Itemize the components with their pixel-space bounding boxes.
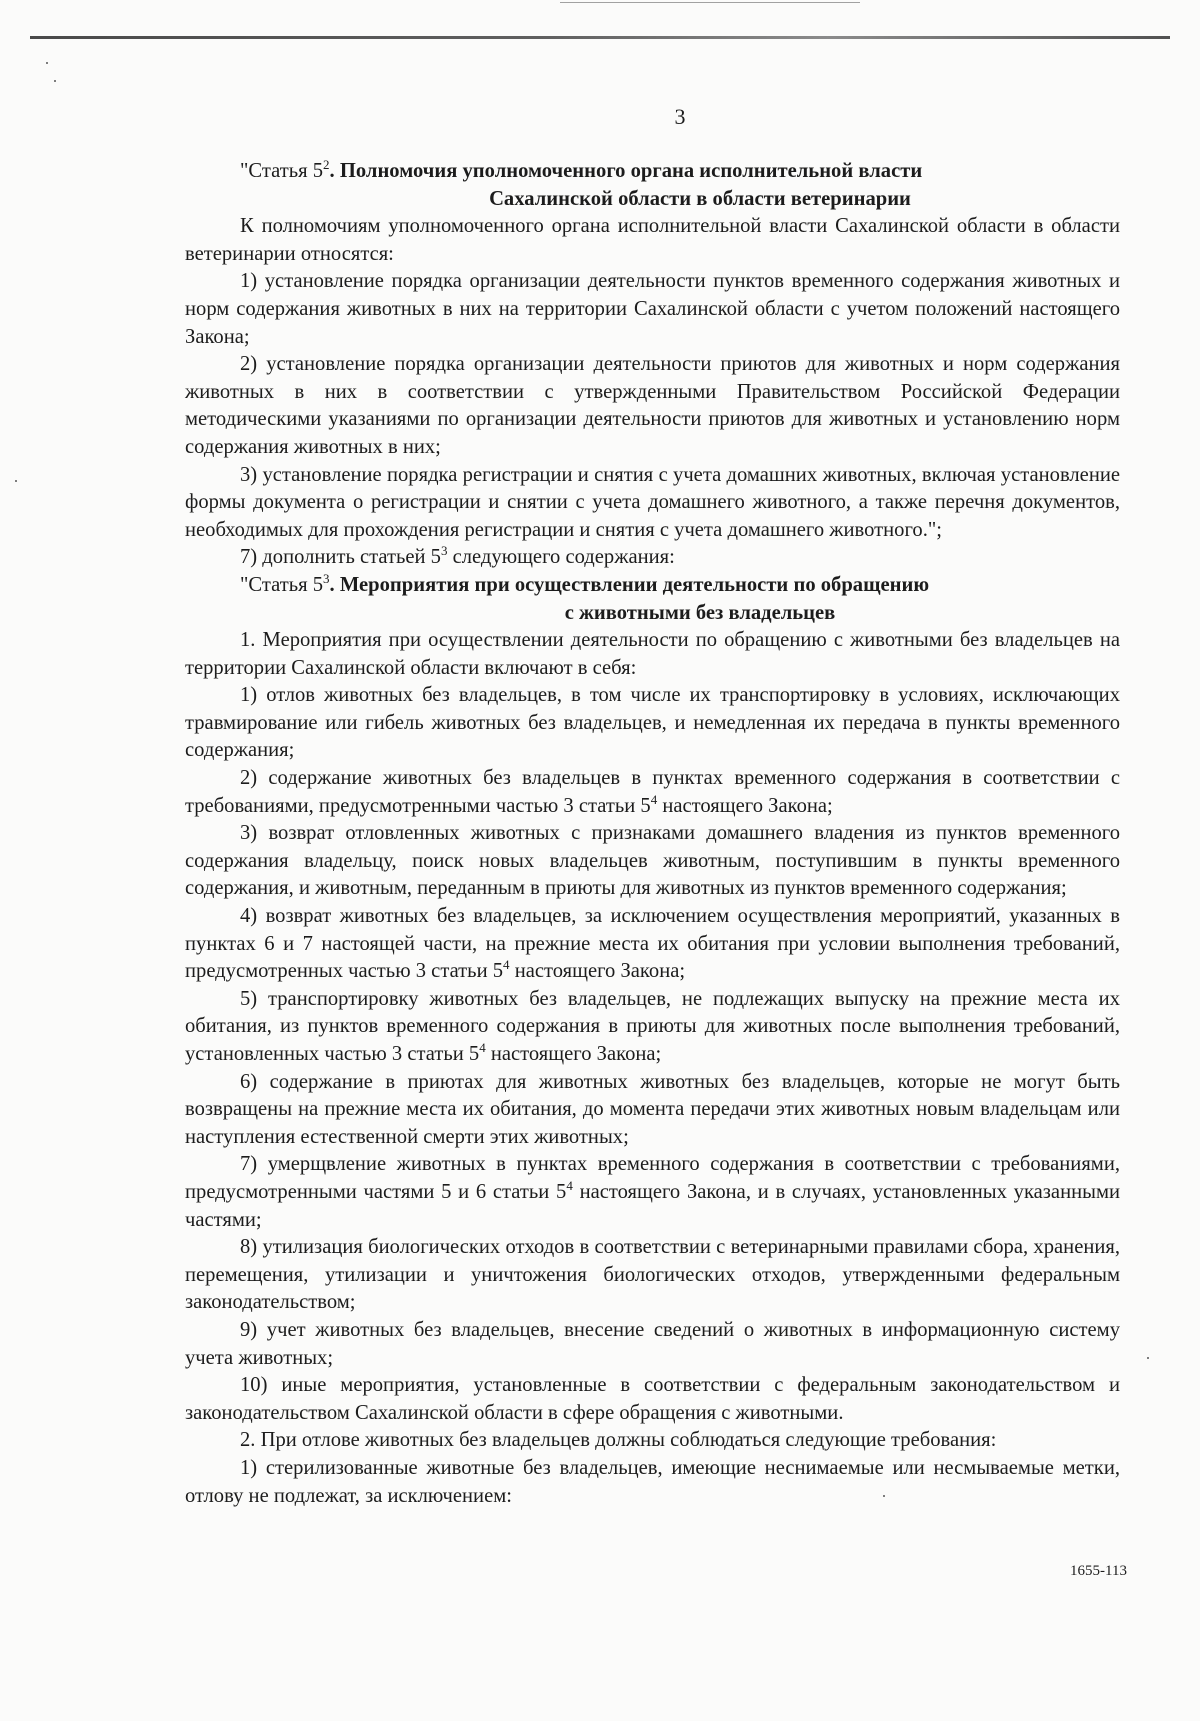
item-text: 2) содержание животных без владельцев в пунктах временного содержания в соответствии с требованиями, предусмотренными частью 3 статьи 5 (185, 767, 1120, 817)
article-5-3-title-line2: с животными без владельцев (564, 601, 836, 624)
article-5-2-item-3: 3) установление порядка регистрации и снятия с учета домашних животных, включая установление формы документа о регистрации и снятии с учета домашнего животного, а также перечня документов, необходимых для прохождения регистрации и снятия с учета домашнего животного."; (185, 463, 1120, 541)
amendment-7-text-end: следующего содержания: (447, 546, 675, 569)
article-5-3-item-1: 1) отлов животных без владельцев, в том числе их транспортировку в условиях, исключающих травмирование или гибель животных без владельцев, и немедленная их передача в пункты временного содержания; (185, 684, 1120, 762)
article-5-3-item-9: 9) учет животных без владельцев, внесение сведений о животных в информационную систему учета животных; (185, 1318, 1120, 1369)
article-5-2-label: "Статья 5 (240, 160, 324, 182)
superscript: 4 (650, 791, 658, 807)
item-text-end: настоящего Закона; (509, 960, 686, 983)
item-text-end: настоящего Закона, и в случаях, установленных указанными частями; (185, 1180, 1120, 1231)
article-5-2-title: . Полномочия уполномоченного органа исполнительной власти (329, 160, 923, 182)
article-5-3-heading (185, 572, 1120, 600)
superscript: 4 (503, 957, 510, 973)
article-5-3-item-3: 3) возврат отловленных животных с признаками домашнего владения из пунктов временного содержания владельцу, поиск новых владельцев животным, поступившим в пункты временного содержания, и животным, переданным в приюты для животных из пунктов временного содержания; (185, 822, 1120, 900)
article-5-3-title: . Мероприятия при осуществлении деятельности по обращению (329, 573, 930, 596)
article-5-2-item-2: 2) установление порядка организации деятельности приютов для животных и норм содержания животных в них в соответствии с утвержденными Правительством Российской Федерации методическими указаниями по организации деятельности приютов для животных и установлению норм содержания животных в них; (185, 353, 1120, 458)
article-5-2-intro: К полномочиям уполномоченного органа исполнительной власти Сахалинской области в области ветеринарии относятся: (185, 215, 1120, 265)
article-5-2-heading (185, 158, 1120, 186)
amendment-7-text: 7) дополнить статьей 5 (240, 546, 441, 569)
document-body (185, 158, 1120, 1510)
article-5-3-item-2 (185, 765, 1120, 820)
superscript: 3 (323, 571, 330, 587)
article-5-3-item-7 (185, 1151, 1120, 1234)
article-5-3-part-2-item-1: 1) стерилизованные животные без владельцев, имеющие неснимаемые или несмываемые метки, отлову не подлежат, за исключением: (185, 1456, 1120, 1507)
superscript: 2 (323, 157, 330, 173)
page-number: 3 (674, 104, 686, 129)
item-text: 5) транспортировку животных без владельцев, не подлежащих выпуску на прежние места их обитания, из пунктов временного содержания в приюты для животных после выполнения требований, установленных частью 3 статьи 5 (185, 987, 1120, 1065)
article-5-3-label: "Статья 5 (240, 573, 324, 596)
superscript: 4 (479, 1040, 486, 1056)
item-text-end: настоящего Закона; (485, 1043, 662, 1065)
document-code: 1655-113 (1070, 1563, 1127, 1579)
article-5-3-part-2-intro: 2. При отлове животных без владельцев должны соблюдаться следующие требования: (240, 1429, 997, 1452)
article-5-3-item-5 (185, 986, 1120, 1069)
item-text-end: настоящего Закона; (657, 794, 833, 817)
item-text: 7) умерщвление животных в пунктах временного содержания в соответствии с требованиями, предусмотренными частями 5 и 6 статьи 5 (185, 1153, 1120, 1203)
article-5-3-item-4 (185, 903, 1120, 986)
article-5-3-part-1-intro: 1. Мероприятия при осуществлении деятельности по обращению с животными без владельцев на территории Сахалинской области включают в себя: (185, 629, 1120, 679)
amendment-7 (185, 544, 1120, 572)
article-5-2-item-1: 1) установление порядка организации деятельности пунктов временного содержания животных и норм содержания животных в них на территории Сахалинской области с учетом положений настоящего Закона; (185, 270, 1120, 348)
article-5-2-title-line2: Сахалинской области в области ветеринарии (489, 187, 911, 210)
item-text: 4) возврат животных без владельцев, за исключением осуществления мероприятий, указанных в пунктах 6 и 7 настоящей части, на прежние места их обитания при условии выполнения требований, предусмотренных частью 3 статьи 5 (185, 905, 1120, 983)
superscript: 4 (566, 1178, 573, 1194)
article-5-3-item-8: 8) утилизация биологических отходов в соответствии с ветеринарными правилами сбора, хранения, перемещения, утилизации и уничтожения биологических отходов, утвержденными федеральным законодательством; (185, 1236, 1120, 1314)
article-5-3-item-6: 6) содержание в приютах для животных животных без владельцев, которые не могут быть возвращены на прежние места их обитания, до момента передачи этих животных новым владельцам или наступления естественной смерти этих животных; (185, 1070, 1120, 1148)
superscript: 3 (440, 543, 448, 559)
article-5-3-item-10: 10) иные мероприятия, установленные в соответствии с федеральным законодательством и законодательством Сахалинской области в сфере обращения с животными. (185, 1374, 1120, 1424)
